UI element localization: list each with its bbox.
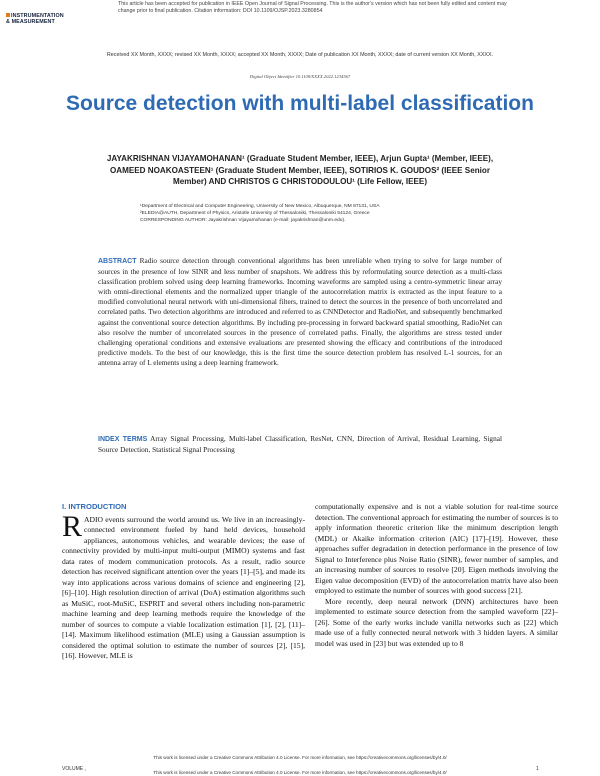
left-column: [62, 502, 305, 662]
logo-line-2: & MEASUREMENT: [6, 19, 55, 25]
page-number: 1: [536, 766, 539, 772]
abstract: [98, 256, 502, 368]
journal-logo: [6, 13, 64, 25]
logo-line-1: INSTRUMENTATION: [11, 13, 64, 19]
abstract-text: Radio source detection through conventional algorithms has been unreliable when trying to solve for large number of sources in the presence of low SINR and less number of snapshots. We address this by reformulating source detection as a multi-class classification problem solved using deep learning frameworks. Incoming waveforms are sampled using a centro-symmetric linear array with omni-directional elements and the normalized upper triangle of the autocorrelation matrix is extracted as the input feature to a modified convolutional neural network with uni-dimensional filters, trained to detect the sources in the presence of both uncorrelated and correlated paths. Two detection algorithms are introduced and referred to as CNNDetector and RadioNet, and subsequently benchmarked against the conventional source detection algorithms. By including pre-processing in forward backward spatial smoothing, RadioNet can also resolve the number of uncorrelated sources in the presence of correlated paths. Finally, the algorithms are stress tested under challenging operational conditions and extensive evaluations are presented showing the efficacy and contributions of the introduced predictive models. To the best of our knowledge, this is the first time the source detection problem has resolved L-1 sources, for an antenna array of L elements using a deep learning framework.: [98, 256, 503, 367]
corresponding-author: CORRESPONDING AUTHOR: Jayakrishnan Vijayamohanan (e-mail: jayakrishnan@unm.edu).: [140, 218, 346, 223]
affiliation-2: ²ELEDIA@AUTH, Department of Physics, Aristotle University of Thessaloniki, Thessaloniki 54124, Greece: [140, 211, 370, 216]
affiliation-1: ¹Department of Electrical and Computer Engineering, University of New Mexico, Albuquerque, NM 87131, USA: [140, 204, 380, 209]
received-dates: Received XX Month, XXXX; revised XX Month, XXXX; accepted XX Month, XXXX; Date of publication XX Month, XXXX; date of current version XX Month, XXXX.: [106, 52, 494, 58]
doi-line: Digital Object Identifier 10.1109/XXXX.2022.1234567: [249, 74, 351, 79]
header-banner: [0, 0, 600, 25]
intro-paragraph-1-text: ADIO events surround the world around us. We live in an increasingly-connected environment fueled by hand held devices, household appliances, autonomous vehicles, and wearable devices; the ease of connectivity provided by multi-input multi-output (MIMO) systems and fast data rates of modern communication protocols. As a result, radio source detection has received significant attention over the years [1]–[5], and made its way into applications across various domains of science and engineering [2], [6]–[10]. High resolution direction of arrival (DoA) estimation algorithms such as MuSiC, root-MuSiC, ESPRIT and several others including non-parametric machine learning and deep learning methods require the knowledge of the number of sources to compute a viable localization estimation [1], [2], [11]–[14]. Maximum likelihood estimation (MLE) using a Gaussian assumption is considered the optimal solution to estimate the number of sources [2], [15], [16]. However, MLE is: [62, 514, 305, 660]
license-notice-bottom: This work is licensed under a Creative Commons Attribution 4.0 License. For more information, see https://creativecommons.org/licenses/by/4.0/: [153, 770, 447, 775]
right-column: [315, 502, 558, 649]
intro-paragraph-1-cont: computationally expensive and is not a viable solution for real-time source detection. The conventional approach for estimating the number of sources is to apply information theoretic criterion like the minimum description length (MDL) or Akaike information criterion (AIC) [17]–[19]. However, these approaches suffer degradation in detection performance in the presence of low Signal to Interference plus Noise Ratio (SINR), fewer number of samples, and an increasing number of sources to resolve [20]. Eigen methods involving the Eigen value decomposition (EVD) of the autocorrelation matrix have also been employed to estimate the number of sources with good success [21].: [315, 502, 558, 595]
drop-cap: R: [62, 509, 83, 543]
section-heading: I. INTRODUCTION: [62, 502, 127, 511]
index-terms-text: Array Signal Processing, Multi-label Classification, ResNet, CNN, Direction of Arrival, Residual Learning, Signal Source Detection, Statistical Signal Processing: [98, 434, 502, 455]
index-terms: [98, 434, 502, 455]
paper-title: Source detection with multi-label classification: [66, 92, 534, 115]
affiliations: [140, 203, 470, 224]
intro-paragraph-1: [62, 509, 305, 662]
index-terms-label: INDEX TERMS: [98, 436, 148, 443]
abstract-label: ABSTRACT: [98, 258, 137, 265]
license-notice-top: This work is licensed under a Creative Commons Attribution 4.0 License. For more information, see https://creativecommons.org/licenses/by/4.0/: [153, 755, 447, 760]
logo-mark-icon: [6, 13, 10, 17]
footer-volume: VOLUME ,: [62, 766, 86, 772]
acceptance-notice: This article has been accepted for publication in IEEE Open Journal of Signal Processing. This is the author's version which has not been fully edited and content may change prior to final publication. Citation information: DOI 10.1109/OJSP.2023.3280854: [118, 1, 507, 14]
author-list: JAYAKRISHNAN VIJAYAMOHANAN¹ (Graduate Student Member, IEEE), Arjun Gupta¹ (Member, IEEE), OAMEED NOAKOASTEEN¹ (Graduate Student Member, IEEE), SOTIRIOS K. GOUDOS² (IEEE Senior Member) AND CHRISTOS G CHRISTODOULOU¹ (Life Fellow, IEEE): [106, 154, 494, 186]
intro-paragraph-2: More recently, deep neural network (DNN) architectures have been implemented to estimate source detection from the sampled waveform [22]–[26]. Some of the early works include vanilla networks such as [22] which made use of a fully connected neural network with 3 hidden layers. A similar model was used in [23] but was extended up to 8: [315, 596, 558, 648]
